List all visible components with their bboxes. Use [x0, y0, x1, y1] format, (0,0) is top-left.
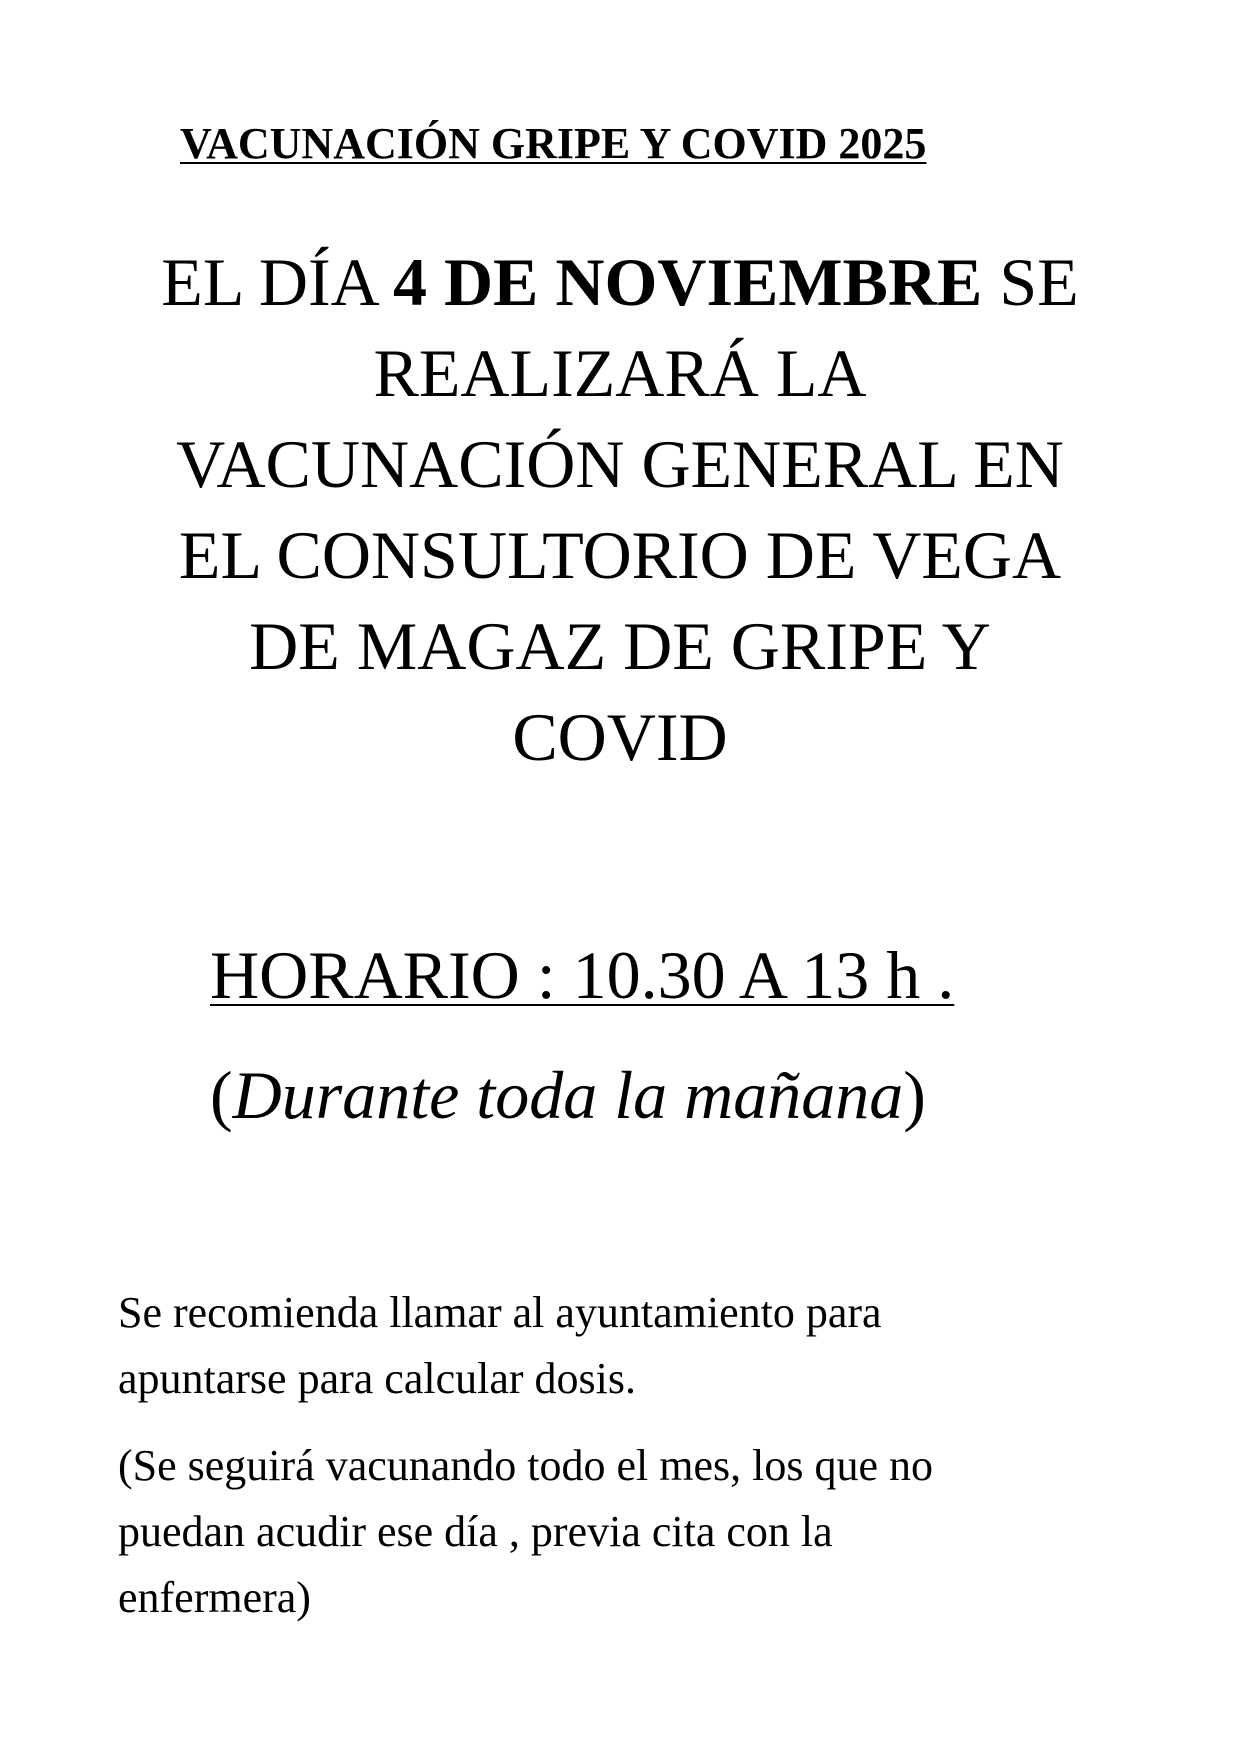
document-title: VACUNACIÓN GRIPE Y COVID 2025 — [180, 119, 927, 168]
paragraph-line: puedan acudir ese día , previa cita con la — [118, 1507, 833, 1556]
announcement-line-6: COVID — [512, 699, 728, 775]
note-paren-open: ( — [210, 1057, 233, 1133]
announcement-line-1 — [80, 237, 1160, 328]
followup-paragraph — [118, 1433, 1178, 1631]
note-text: Durante toda la mañana — [232, 1057, 904, 1133]
announcement-block — [80, 237, 1160, 783]
announcement-text: EL DÍA — [161, 244, 393, 320]
announcement-line-5: DE MAGAZ DE GRIPE Y — [249, 608, 991, 684]
recommendation-paragraph — [118, 1280, 1178, 1412]
announcement-date: 4 DE NOVIEMBRE — [392, 244, 983, 320]
announcement-line-4: EL CONSULTORIO DE VEGA — [178, 517, 1062, 593]
schedule-note — [210, 1055, 926, 1135]
paragraph-line: Se recomienda llamar al ayuntamiento para — [118, 1288, 882, 1337]
note-paren-close: ) — [903, 1057, 926, 1133]
schedule-hours: HORARIO : 10.30 A 13 h . — [210, 937, 955, 1013]
announcement-line-2: REALIZARÁ LA — [373, 335, 867, 411]
paragraph-line: enfermera) — [118, 1573, 311, 1622]
announcement-text: SE — [982, 244, 1079, 320]
paragraph-line: (Se seguirá vacunando todo el mes, los que no — [118, 1441, 934, 1490]
announcement-line-3: VACUNACIÓN GENERAL EN — [176, 426, 1064, 502]
paragraph-line: apuntarse para calcular dosis. — [118, 1354, 636, 1403]
